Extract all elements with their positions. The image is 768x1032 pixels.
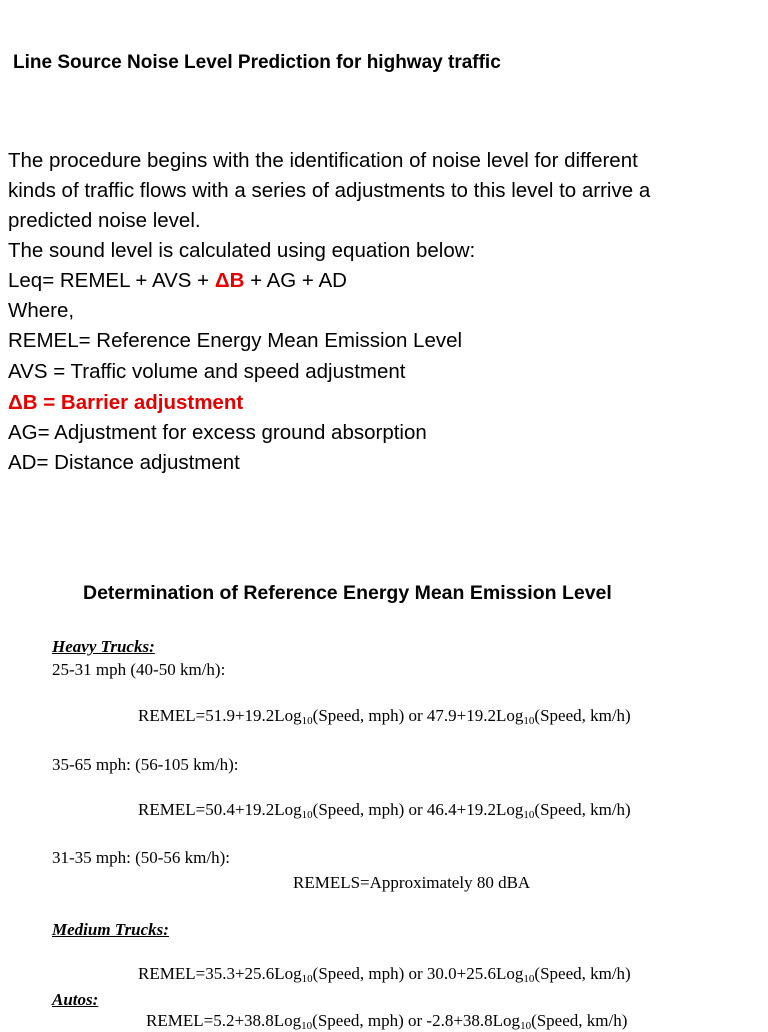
definition-ag: AG= Adjustment for excess ground absorption [8,421,427,444]
definition-remel: REMEL= Reference Energy Mean Emission Level [8,329,463,352]
heavy-trucks-formula-3: REMELS=Approximately 80 dBA [293,873,531,892]
section-title: Determination of Reference Energy Mean Emission Level [83,582,612,604]
intro-line-1: The procedure begins with the identification of noise level for different [8,149,638,172]
medium-trucks-formula: REMEL=35.3+25.6Log$_{10}$(Speed, mph) or 30.0+25.6Log$_{10}$(Speed, km/h) [138,964,631,985]
heavy-trucks-formula-1: REMEL=51.9+19.2Log$_{10}$(Speed, mph) or 47.9+19.2Log$_{10}$(Speed, km/h) [138,706,631,727]
where-label: Where, [8,299,75,322]
autos-formula: REMEL=5.2+38.8Log$_{10}$(Speed, mph) or -2.8+38.8Log$_{10}$(Speed, km/h) [146,1011,628,1032]
intro-line-2: kinds of traffic flows with a series of adjustments to this level to arrive a [8,179,651,202]
intro-line-4: The sound level is calculated using equation below: [8,239,476,262]
heavy-trucks-range-1: 25-31 mph (40-50 km/h): [52,660,226,679]
equation-line [8,266,347,296]
intro-line-3: predicted noise level. [8,209,201,232]
autos-label: Autos: [52,990,99,1009]
document-title: Line Source Noise Level Prediction for highway traffic [13,52,501,73]
medium-trucks-label: Medium Trucks: [52,920,169,939]
heavy-trucks-label: Heavy Trucks: [52,637,155,656]
definition-ad: AD= Distance adjustment [8,451,240,474]
heavy-trucks-range-2: 35-65 mph: (56-105 km/h): [52,755,239,774]
equation-delta-b: ΔB [214,269,245,292]
heavy-trucks-range-3: 31-35 mph: (50-56 km/h): [52,848,231,867]
heavy-trucks-formula-2: REMEL=50.4+19.2Log$_{10}$(Speed, mph) or 46.4+19.2Log$_{10}$(Speed, km/h) [138,800,631,821]
equation-suffix: + AG + AD [244,269,347,292]
equation-prefix: Leq= REMEL + AVS + [8,269,215,292]
definition-delta-b: ΔB = Barrier adjustment [8,391,244,414]
definition-avs: AVS = Traffic volume and speed adjustment [8,360,406,383]
